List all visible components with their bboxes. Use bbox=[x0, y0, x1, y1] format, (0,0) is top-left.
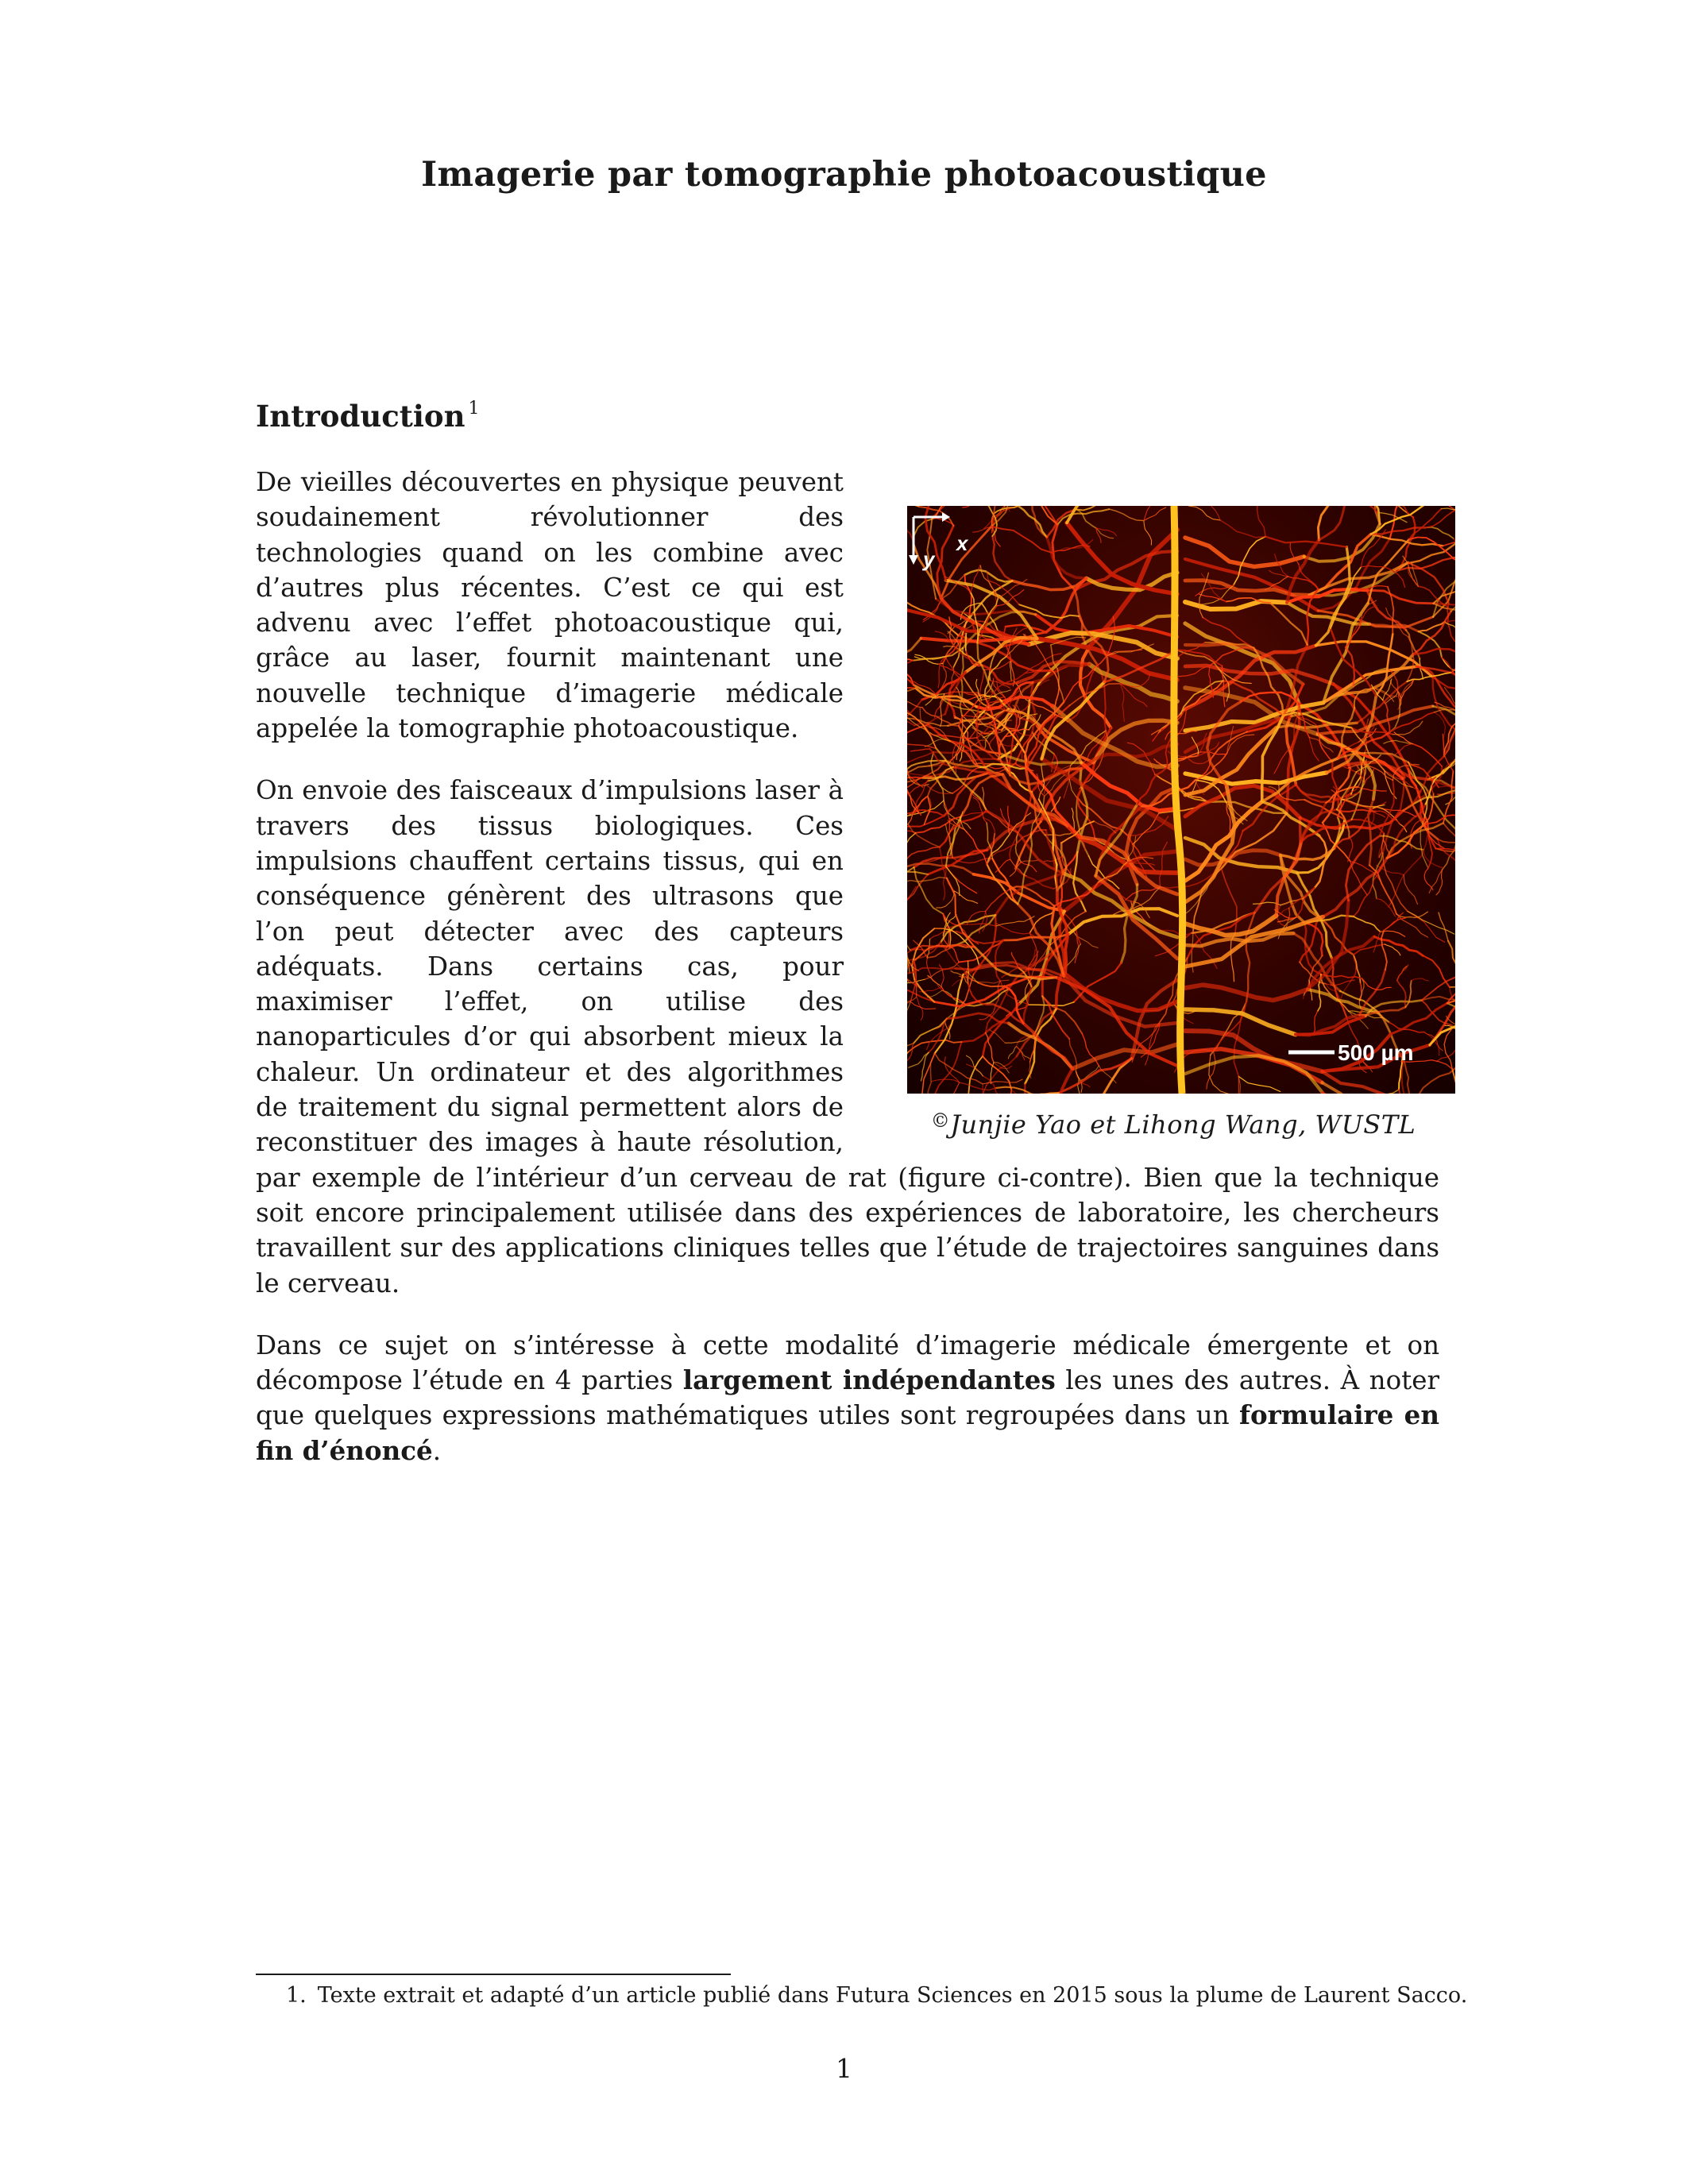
vessel-path bbox=[996, 923, 1029, 934]
vessel-path bbox=[910, 749, 929, 751]
vessel-network-graphic bbox=[907, 506, 1455, 1094]
vessel-path bbox=[1076, 506, 1103, 511]
vessel-path bbox=[1120, 684, 1124, 722]
vessel-path bbox=[907, 912, 910, 950]
vessel-path bbox=[995, 940, 1003, 981]
vessel-path bbox=[1019, 604, 1079, 618]
vessel-path bbox=[1067, 523, 1177, 594]
vessel-path bbox=[929, 1019, 947, 1053]
paragraph-3 bbox=[256, 1328, 1439, 1468]
vessel-path bbox=[1383, 853, 1408, 911]
vessel-path bbox=[1367, 590, 1434, 604]
vessel-path bbox=[992, 843, 1017, 856]
vessel-path bbox=[992, 536, 1012, 581]
vessel-path bbox=[1094, 1059, 1132, 1094]
vessel-path bbox=[1345, 506, 1377, 512]
vessel-path bbox=[1234, 1076, 1239, 1094]
vessel-path bbox=[1373, 932, 1381, 952]
vessel-path bbox=[1319, 506, 1345, 540]
vessel-path bbox=[1075, 551, 1177, 590]
vessel-path bbox=[1053, 525, 1075, 590]
vessel-path bbox=[1439, 913, 1448, 941]
vessel-path bbox=[1412, 978, 1428, 981]
vessel-path bbox=[1404, 875, 1417, 905]
vessel-path bbox=[1270, 603, 1308, 645]
vessel-path bbox=[1011, 661, 1014, 686]
vessel-path bbox=[932, 1079, 960, 1082]
vessel-path bbox=[996, 916, 1034, 926]
vessel-path bbox=[1389, 875, 1404, 908]
vessel-path bbox=[1403, 556, 1418, 586]
vessel-path bbox=[917, 997, 923, 1021]
vessel-path bbox=[1246, 913, 1255, 1001]
vessel-path bbox=[1425, 527, 1454, 539]
caption-text: Junjie Yao et Lihong Wang, WUSTL bbox=[950, 1109, 1416, 1140]
vessel-path bbox=[1397, 981, 1406, 1008]
vessel-path bbox=[996, 1090, 1011, 1094]
vessel-path bbox=[908, 1040, 961, 1052]
vessel-path bbox=[1452, 1069, 1455, 1094]
vessel-path bbox=[948, 1082, 959, 1094]
vessel-path bbox=[996, 1087, 1059, 1094]
vessel-path bbox=[934, 924, 996, 928]
vessel-path bbox=[963, 506, 985, 507]
vessel-path bbox=[907, 874, 928, 905]
section-heading-introduction bbox=[256, 399, 480, 434]
vessel-path bbox=[947, 1013, 1009, 1024]
vessel-path bbox=[1008, 1047, 1016, 1059]
vessel-path bbox=[954, 891, 977, 903]
vessel-path bbox=[1109, 509, 1144, 521]
vessel-path bbox=[907, 1052, 908, 1073]
vessel-path bbox=[946, 866, 977, 893]
vessel-path bbox=[910, 1001, 935, 1009]
vessel-path bbox=[1207, 1051, 1215, 1089]
vessel-path bbox=[973, 797, 987, 823]
vessel-path bbox=[960, 1082, 996, 1090]
vessel-path bbox=[1045, 832, 1075, 835]
vessel-path bbox=[1322, 1082, 1397, 1094]
vessel-path bbox=[956, 1093, 969, 1094]
vessel-path bbox=[1354, 916, 1381, 932]
photoacoustic-brain-image bbox=[907, 506, 1455, 1094]
vessel-path bbox=[1257, 506, 1266, 537]
vessel-path bbox=[1185, 666, 1334, 684]
vessel-path bbox=[1443, 515, 1455, 546]
footnote-text: Texte extrait et adapté d’un article publié dans Futura Sciences en 2015 sous la plume de Laurent Sacco. bbox=[317, 1983, 1468, 2008]
vessel-path bbox=[1390, 712, 1435, 732]
vessel-path bbox=[995, 859, 1010, 872]
vessel-path bbox=[1418, 1061, 1455, 1094]
page-number: 1 bbox=[836, 2053, 852, 2084]
vessel-path bbox=[1352, 779, 1364, 820]
paragraph-3-bold-1: largement indépendantes bbox=[682, 1364, 1056, 1396]
axis-x-label: x bbox=[956, 531, 968, 555]
vessel-path bbox=[907, 878, 947, 884]
vessel-path bbox=[992, 506, 1018, 527]
vessel-path bbox=[907, 704, 936, 748]
vessel-path bbox=[1354, 955, 1361, 983]
figure-brain-vasculature bbox=[875, 506, 1439, 1142]
footnote-mark: 1 bbox=[468, 399, 480, 419]
vessel-path bbox=[1144, 506, 1157, 521]
vessel-path bbox=[1383, 1090, 1400, 1094]
vessel-path bbox=[1400, 680, 1413, 700]
vessel-path bbox=[1441, 506, 1455, 510]
vessel-path bbox=[1309, 738, 1319, 762]
vessel-path bbox=[1454, 543, 1455, 558]
vessel-path bbox=[1381, 931, 1387, 970]
vessel-path bbox=[1448, 941, 1455, 991]
copyright-symbol: © bbox=[930, 1109, 951, 1132]
vessel-path bbox=[933, 506, 980, 517]
vessel-path bbox=[928, 976, 942, 990]
vessel-path bbox=[1238, 1076, 1280, 1091]
body-text bbox=[256, 465, 1439, 1495]
vessel-path bbox=[1425, 508, 1455, 527]
vessel-path bbox=[1377, 899, 1395, 916]
paragraph-3-text-b: les unes des autres. À noter que quelques expressions mathématiques utiles sont regroupées dans un bbox=[256, 1365, 1439, 1431]
vessel-path bbox=[1385, 944, 1400, 955]
vessel-path bbox=[1185, 1055, 1323, 1092]
paragraph-3-bold-2: formulaire en fin d’énoncé bbox=[256, 1399, 1439, 1466]
vessel-path bbox=[1397, 965, 1408, 981]
vessel-path bbox=[1342, 800, 1383, 809]
vessel-path bbox=[1405, 981, 1411, 1007]
paragraph-3-text-a: Dans ce sujet on s’intéresse à cette modalité d’imagerie médicale émergente et on décompose l’étude en 4 parties bbox=[256, 1329, 1439, 1396]
figure-caption bbox=[907, 1103, 1439, 1142]
footnote-rule bbox=[256, 1974, 731, 1975]
vessel-path bbox=[907, 689, 916, 696]
footnote bbox=[286, 1983, 1467, 2008]
vessel-path bbox=[1315, 835, 1327, 888]
vessel-path bbox=[1262, 758, 1338, 802]
vessel-path bbox=[907, 697, 936, 749]
vessel-path bbox=[907, 1001, 910, 1021]
vessel-path bbox=[1220, 520, 1265, 538]
vessel-path bbox=[907, 1044, 914, 1066]
vessel-path bbox=[1444, 1029, 1452, 1070]
paragraph-2: On envoie des faisceaux d’impulsions laser à travers des tissus biologiques. Ces impulsions chauffent certains tissus, qui en conséquence génèrent des ultrasons que l’on peut détecter avec des capteurs adéquats. Dans certains cas, pour maximiser l’effet, on utilise des nanoparticules d’or qui absorbent mieux la chaleur. Un ordinateur et des algorithmes de traitement du signal permettent alors de reconstituer des images à haute résolution, par exemple de l’intérieur d’un cerveau de rat (figure ci-contre). Bien que la technique soit encore principalement utilisée dans des expériences de laboratoire, les chercheurs travaillent sur des applications cliniques telles que l’étude de trajectoires sanguines dans le cerveau. bbox=[256, 775, 1439, 1298]
scale-bar bbox=[1288, 1040, 1414, 1065]
section-heading-text: Introduction bbox=[256, 399, 465, 434]
vessel-path bbox=[1189, 506, 1220, 520]
vessel-path bbox=[1265, 537, 1346, 547]
vessel-path bbox=[965, 575, 971, 616]
vessel-path bbox=[928, 990, 943, 997]
vessel-path bbox=[1438, 839, 1455, 874]
scale-bar-label: 500 µm bbox=[1338, 1040, 1414, 1065]
vessel-path bbox=[1160, 842, 1168, 887]
vessel-path bbox=[1238, 1076, 1253, 1094]
vessel-path bbox=[1144, 521, 1152, 546]
vessel-path bbox=[1144, 507, 1166, 521]
vessel-path bbox=[978, 983, 1004, 987]
vessel-path bbox=[1070, 684, 1121, 706]
vessel-path bbox=[1323, 1093, 1377, 1094]
document-title: Imagerie par tomographie photoacoustique bbox=[421, 155, 1267, 195]
vessel-path bbox=[1348, 837, 1353, 861]
vessel-path bbox=[1436, 870, 1443, 895]
axis-y-label: y bbox=[923, 547, 935, 571]
vessel-path bbox=[979, 912, 986, 934]
vessel-path bbox=[990, 1030, 1006, 1044]
paragraph-1: De vieilles découvertes en physique peuvent soudainement révolutionner des technologies quand on les combine avec d’autres plus récentes. C’est ce qui est advenu avec l’effet photoacoustique qui, grâce au laser, fournit maintenant une nouvelle technique d’imagerie médicale appelée la tomographie photoacoustique. bbox=[256, 467, 844, 744]
paragraph-3-text-c: . bbox=[432, 1435, 442, 1466]
vessel-path bbox=[1126, 887, 1161, 900]
vessel-path bbox=[907, 1001, 910, 1032]
vessel-path bbox=[1373, 853, 1382, 898]
vessel-path bbox=[907, 1052, 908, 1078]
vessel-path bbox=[1296, 1017, 1365, 1035]
vessel-path bbox=[1046, 578, 1087, 632]
footnote-number: 1. bbox=[286, 1983, 307, 2008]
vessel-path bbox=[1438, 836, 1455, 843]
vessel-path bbox=[1341, 982, 1350, 999]
vessel-path bbox=[1207, 506, 1220, 520]
vessel-path bbox=[907, 506, 919, 507]
vessel-path bbox=[1354, 944, 1385, 955]
